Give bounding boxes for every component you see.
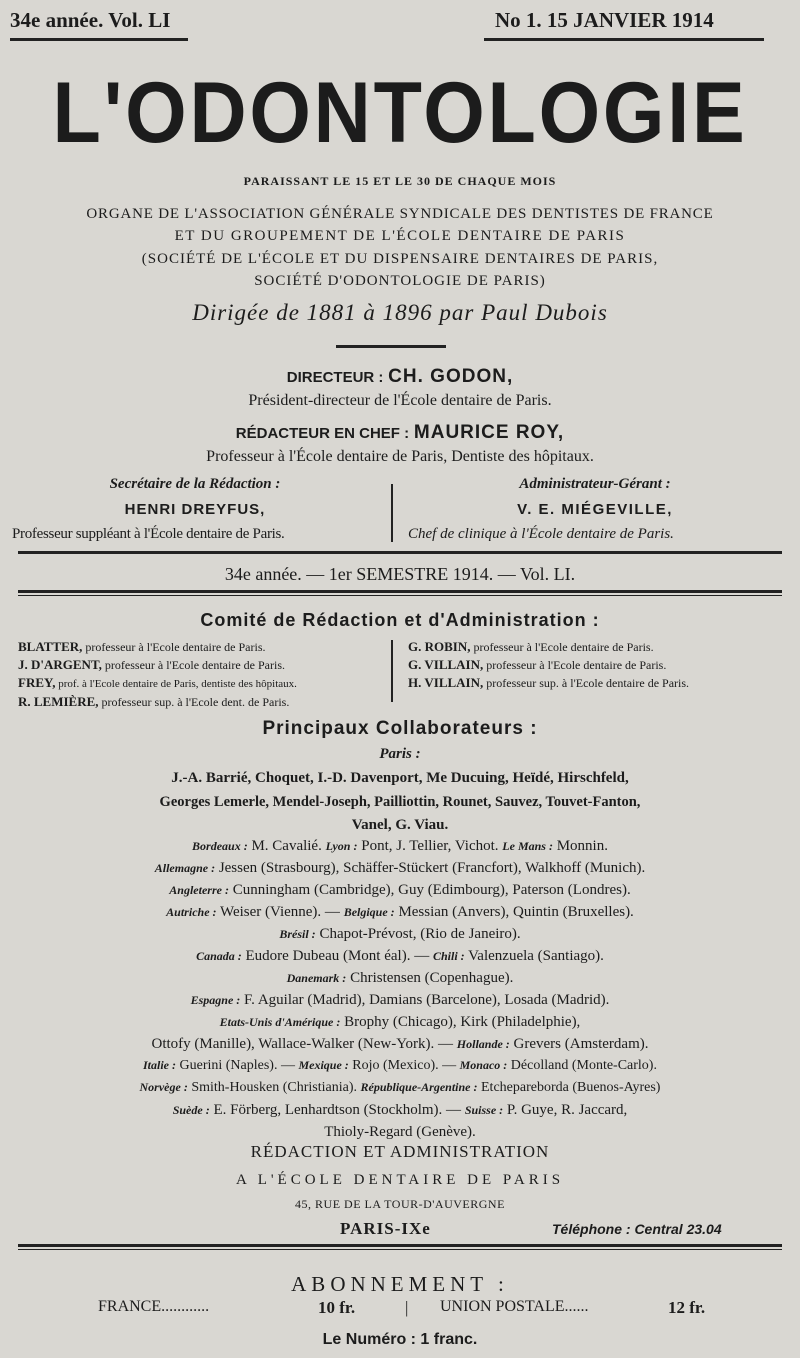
collab-line-14 (0, 1124, 800, 1141)
publication-frequency: PARAISSANT LE 15 ET LE 30 DE CHAQUE MOIS (243, 174, 557, 188)
member-role: professeur à l'Ecole dentaire de Paris. (473, 640, 654, 654)
issue-date: No 1. 15 JANVIER 1914 (495, 8, 714, 32)
year-volume: 34e année. Vol. LI (10, 8, 171, 32)
collab-names: F. Aguilar (Madrid), Damians (Barcelone), Losada (Madrid). (244, 992, 610, 1008)
place-label: République-Argentine : (360, 1080, 478, 1094)
collab-line-4 (0, 904, 800, 921)
member-role: professeur sup. à l'Ecole dentaire de Paris. (486, 676, 690, 690)
place-label: Allemagne : (154, 861, 216, 875)
manager-label: Administrateur-Gérant : (519, 476, 671, 492)
director-name: CH. GODON, (388, 366, 514, 387)
member-role: professeur à l'Ecole dentaire de Paris. (104, 658, 285, 672)
director-title: Président-directeur de l'École dentaire de Paris. (248, 392, 552, 409)
collab-line-7 (0, 970, 800, 987)
organ-line-2: ET DU GROUPEMENT DE L'ÉCOLE DENTAIRE DE PARIS (174, 228, 626, 244)
committee-column-divider (391, 640, 393, 702)
administration-heading: RÉDACTION ET ADMINISTRATION (250, 1142, 550, 1161)
collab-names: Monnin. (556, 838, 608, 854)
collab-names: Pont, J. Tellier, Vichot. (361, 838, 499, 854)
place-label: Monaco : (459, 1058, 508, 1072)
subscription-heading: ABONNEMENT : (291, 1272, 509, 1296)
collab-names: Eudore Dubeau (Mont éal). — (245, 948, 430, 964)
collab-names: Ottofy (Manille), Wallace-Walker (New-York). — (151, 1036, 454, 1052)
place-label: Espagne : (190, 993, 241, 1007)
editor-line (0, 422, 800, 444)
place-label: Autriche : (166, 905, 217, 919)
collab-line-11 (0, 1058, 800, 1074)
member-name: BLATTER, (18, 639, 83, 654)
director-line (0, 366, 800, 388)
collab-line-9 (0, 1014, 800, 1031)
committee-member (18, 693, 297, 711)
editor-name: MAURICE ROY, (413, 422, 565, 443)
collab-names: Grevers (Amsterdam). (513, 1036, 649, 1052)
organ-line-4: SOCIÉTÉ D'ODONTOLOGIE DE PARIS) (254, 273, 546, 289)
place-label: Le Mans : (502, 839, 553, 853)
collab-line-12 (0, 1080, 800, 1096)
member-role: professeur à l'Ecole dentaire de Paris. (85, 640, 266, 654)
paris-collaborators-3: Vanel, G. Viau. (351, 817, 449, 833)
france-price: 10 fr. (318, 1298, 356, 1317)
collab-names: Christensen (Copenhague). (350, 970, 514, 986)
collab-names: Chapot-Prévost, (Rio de Janeiro). (319, 926, 521, 942)
collab-names: Valenzuela (Santiago). (468, 948, 604, 964)
founder-line: Dirigée de 1881 à 1896 par Paul Dubois (192, 300, 608, 325)
header-underline-left (10, 38, 188, 41)
secretary-title: Professeur suppléant à l'École dentaire de Paris. (12, 526, 285, 542)
place-label: Italie : (143, 1058, 176, 1072)
separator-double-rule-1 (18, 590, 782, 596)
committee-member (18, 674, 297, 693)
collab-line-2 (0, 860, 800, 877)
phone: Téléphone : Central 23.04 (552, 1221, 722, 1237)
collab-line-13 (0, 1102, 800, 1119)
collab-names: Décolland (Monte-Carlo). (510, 1058, 657, 1073)
collab-names: M. Cavalié. (251, 838, 322, 854)
committee-member (408, 656, 689, 674)
collab-names: Etchepareborda (Buenos-Ayres) (481, 1080, 661, 1095)
collab-names: Guerini (Naples). — (179, 1058, 295, 1073)
paris-collaborators-1: J.-A. Barrié, Choquet, I.-D. Davenport, Me Ducuing, Heïdé, Hirschfeld, (171, 770, 629, 786)
committee-heading: Comité de Rédaction et d'Administration : (200, 610, 600, 630)
member-name: FREY, (18, 675, 56, 690)
director-label: DIRECTEUR : (286, 369, 384, 386)
organ-line-1: ORGANE DE L'ASSOCIATION GÉNÉRALE SYNDICALE DES DENTISTES DE FRANCE (86, 206, 714, 222)
collab-names: Brophy (Chicago), Kirk (Philadelphie), (344, 1014, 581, 1030)
collab-line-1 (0, 838, 800, 855)
committee-member (408, 638, 689, 656)
collab-names: E. Förberg, Lenhardtson (Stockholm). — (213, 1102, 462, 1118)
member-name: J. D'ARGENT, (18, 657, 102, 672)
street-address: 45, RUE DE LA TOUR-D'AUVERGNE (295, 1197, 505, 1211)
collab-names: Cunningham (Cambridge), Guy (Edimbourg), Paterson (Londres). (232, 882, 631, 898)
place-label: Mexique : (298, 1058, 349, 1072)
editor-title: Professeur à l'École dentaire de Paris, Dentiste des hôpitaux. (206, 448, 594, 465)
member-role: professeur à l'Ecole dentaire de Paris. (486, 658, 667, 672)
city: PARIS-IXe (340, 1219, 431, 1238)
secretary-label: Secrétaire de la Rédaction : (109, 476, 281, 492)
place-label: Hollande : (456, 1037, 510, 1051)
union-price: 12 fr. (668, 1298, 706, 1317)
collab-line-3 (0, 882, 800, 899)
place-label: Bordeaux : (192, 839, 248, 853)
place-label: Suède : (172, 1103, 210, 1117)
place-label: Norvège : (139, 1080, 188, 1094)
header-underline-right (484, 38, 764, 41)
price-separator: | (405, 1298, 409, 1317)
collab-line-5 (0, 926, 800, 943)
collab-names: Messian (Anvers), Quintin (Bruxelles). (398, 904, 634, 920)
committee-member (18, 656, 297, 674)
secretary-name: HENRI DREYFUS, (124, 501, 266, 518)
editor-label: RÉDACTEUR EN CHEF : (235, 425, 410, 442)
place-label: Angleterre : (169, 883, 229, 897)
paris-label: Paris : (379, 746, 421, 762)
collab-names: Thioly-Regard (Genève). (324, 1124, 476, 1140)
organ-line-3: (SOCIÉTÉ DE L'ÉCOLE ET DU DISPENSAIRE DENTAIRES DE PARIS, (141, 251, 659, 267)
member-name: H. VILLAIN, (408, 675, 484, 690)
school-address: A L'ÉCOLE DENTAIRE DE PARIS (235, 1172, 565, 1188)
separator-double-rule-2 (18, 1244, 782, 1250)
union-label: UNION POSTALE...... (440, 1298, 589, 1315)
collab-line-10 (0, 1036, 800, 1053)
semester-line: 34e année. — 1er SEMESTRE 1914. — Vol. LI. (224, 564, 576, 584)
separator-rule-2 (18, 551, 782, 554)
staff-column-divider (391, 484, 393, 542)
member-name: G. ROBIN, (408, 639, 471, 654)
separator-rule-1 (336, 345, 446, 348)
place-label: Lyon : (325, 839, 358, 853)
member-name: R. LEMIÈRE, (18, 694, 99, 709)
collab-names: Rojo (Mexico). — (352, 1058, 457, 1073)
place-label: Etats-Unis d'Amérique : (219, 1015, 341, 1029)
collab-names: P. Guye, R. Jaccard, (506, 1102, 628, 1118)
france-label: FRANCE............ (98, 1298, 210, 1315)
collab-names: Smith-Housken (Christiania). (191, 1080, 357, 1095)
place-label: Canada : (196, 949, 242, 963)
place-label: Brésil : (279, 927, 316, 941)
collaborators-heading: Principaux Collaborateurs : (262, 718, 538, 739)
member-role: professeur sup. à l'Ecole dent. de Paris. (101, 695, 290, 709)
committee-right-list (408, 638, 689, 692)
place-label: Belgique : (343, 905, 395, 919)
place-label: Suisse : (464, 1103, 504, 1117)
collab-names: Jessen (Strasbourg), Schäffer-Stückert (Francfort), Walkhoff (Munich). (218, 860, 646, 876)
collab-names: Weiser (Vienne). — (220, 904, 340, 920)
manager-name: V. E. MIÉGEVILLE, (517, 501, 673, 518)
member-role: prof. à l'Ecole dentaire de Paris, dentiste des hôpitaux. (58, 678, 297, 690)
member-name: G. VILLAIN, (408, 657, 484, 672)
manager-title: Chef de clinique à l'École dentaire de Paris. (408, 526, 674, 542)
journal-title: L'ODONTOLOGIE (52, 65, 748, 161)
place-label: Danemark : (286, 971, 347, 985)
committee-member (408, 674, 689, 692)
committee-member (18, 638, 297, 656)
committee-left-list (18, 638, 297, 711)
paris-collaborators-2: Georges Lemerle, Mendel-Joseph, Pailliottin, Rounet, Sauvez, Touvet-Fanton, (159, 794, 641, 810)
single-issue-price: Le Numéro : 1 franc. (322, 1331, 478, 1348)
collab-line-6 (0, 948, 800, 965)
collab-line-8 (0, 992, 800, 1009)
place-label: Chili : (432, 949, 465, 963)
